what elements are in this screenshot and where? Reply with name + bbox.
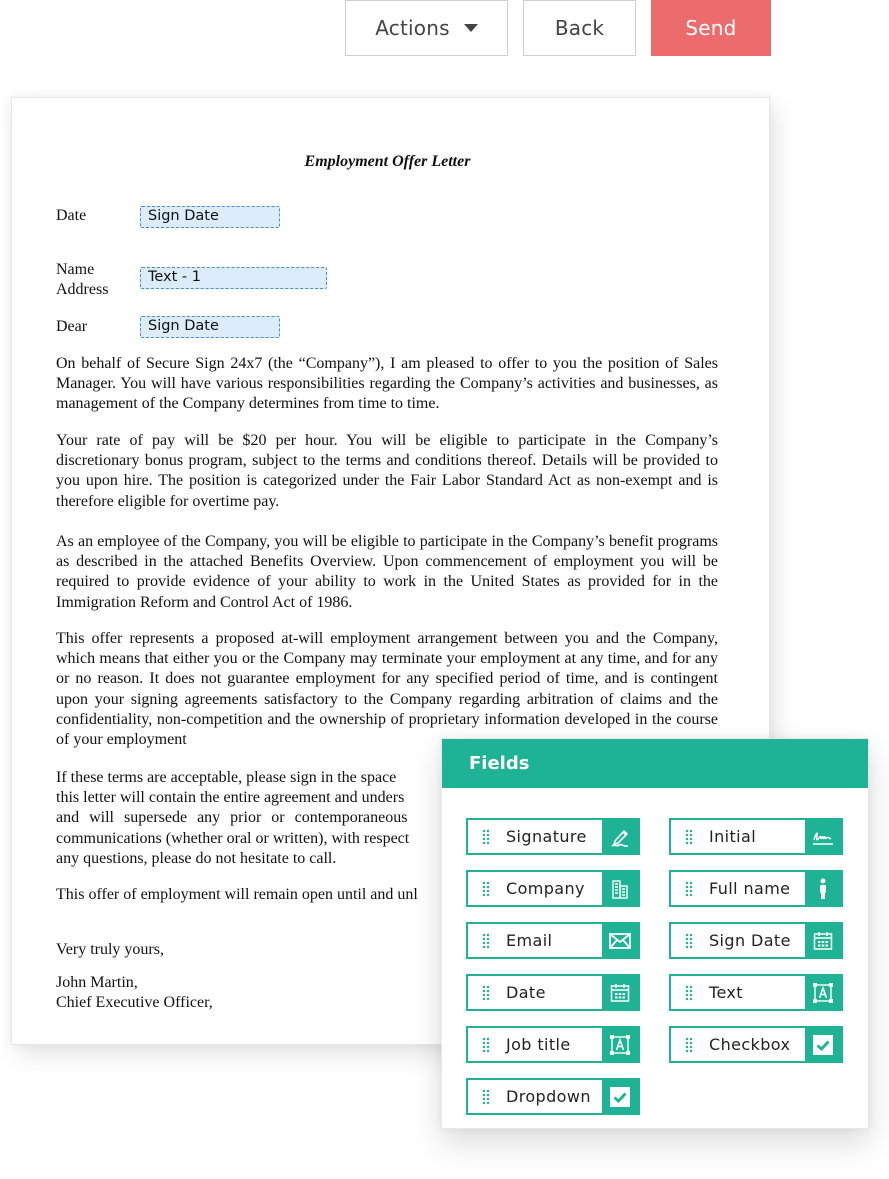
actions-label: Actions: [375, 16, 450, 40]
signer-name: John Martin,: [56, 974, 138, 991]
field-chip-checkbox[interactable]: [669, 1026, 843, 1063]
signer-title: Chief Executive Officer,: [56, 994, 213, 1011]
send-label: Send: [685, 16, 737, 40]
document-title: Employment Offer Letter: [304, 153, 471, 170]
name-label: Name: [56, 261, 95, 278]
drag-handle-icon[interactable]: [671, 924, 707, 957]
placed-field-sign-date-2[interactable]: Sign Date: [140, 316, 280, 338]
pen-signature-icon: [602, 820, 638, 853]
paragraph-3: As an employee of the Company, you will be eligible to participate in the Company’s benefit programs as described in the attached Benefits Overview. Upon commencement of employment you will be required to provide evidence of your ability to work in the United States as provided for in the Immigration Reform and Control Act of 1986.: [56, 533, 718, 611]
closing-text: Very truly yours,: [56, 941, 164, 958]
text-box-icon: [805, 976, 841, 1009]
field-chip-text[interactable]: [669, 974, 843, 1011]
field-chip-label: Initial: [709, 827, 757, 846]
date-label: Date: [56, 207, 87, 224]
paragraph-2: Your rate of pay will be $20 per hour. You will be eligible to participate in the Company’s discretionary bonus program, subject to the terms and conditions thereof. Details will be provided to you upon hire. The position is categorized under the Fair Labor Standard Act as non-exempt and is therefore eligible for overtime pay.: [56, 432, 718, 510]
drag-handle-icon[interactable]: [468, 872, 504, 905]
field-chip-job-title[interactable]: [466, 1026, 640, 1063]
drag-handle-icon[interactable]: [468, 976, 504, 1009]
drag-handle-icon[interactable]: [671, 820, 707, 853]
dear-label: Dear: [56, 318, 88, 335]
field-chip-label: Full name: [709, 879, 791, 898]
field-chip-label: Checkbox: [709, 1035, 791, 1054]
placed-field-sign-date[interactable]: Sign Date: [140, 206, 280, 228]
field-chip-dropdown[interactable]: [466, 1078, 640, 1115]
fields-panel-title: Fields: [469, 753, 530, 774]
checkbox-icon: [805, 1028, 841, 1061]
field-chip-initial[interactable]: [669, 818, 843, 855]
field-chip-full-name[interactable]: [669, 870, 843, 907]
paragraph-4: This offer represents a proposed at-will employment arrangement between you and the Company, which means that either you or the Company may terminate your employment at any time, and for any or no reason. It does not guarantee employment for any specified period of time, and is contingent upon your signing agreements satisfactory to the Company regarding arbitration of claims and the confidentiality, non-competition and the ownership of proprietary information developed in the course of your employment: [56, 630, 718, 749]
field-chip-sign-date[interactable]: [669, 922, 843, 959]
text-box-icon: [602, 1028, 638, 1061]
caret-down-icon: [464, 24, 478, 32]
field-chip-label: Signature: [506, 827, 587, 846]
fields-panel-header: [442, 739, 868, 788]
paragraph-6: This offer of employment will remain open until and unl: [56, 886, 418, 903]
initial-script-icon: [805, 820, 841, 853]
field-chip-label: Sign Date: [709, 931, 791, 950]
field-chip-company[interactable]: [466, 870, 640, 907]
placed-field-text-1[interactable]: Text - 1: [140, 267, 327, 289]
drag-handle-icon[interactable]: [671, 1028, 707, 1061]
fields-panel: [441, 738, 869, 1129]
back-button[interactable]: [523, 0, 636, 56]
building-icon: [602, 872, 638, 905]
field-chip-label: Job title: [506, 1035, 571, 1054]
field-chip-email[interactable]: [466, 922, 640, 959]
field-chip-date[interactable]: [466, 974, 640, 1011]
drag-handle-icon[interactable]: [468, 1028, 504, 1061]
send-button[interactable]: [651, 0, 771, 56]
back-label: Back: [554, 16, 605, 40]
paragraph-1: On behalf of Secure Sign 24x7 (the “Company”), I am pleased to offer to you the position of Sales Manager. You will have various responsibilities regarding the Company’s activities and businesses, as management of the Company determines from time to time.: [56, 355, 718, 413]
calendar-icon: [805, 924, 841, 957]
field-chip-label: Date: [506, 983, 546, 1002]
actions-dropdown-button[interactable]: [345, 0, 508, 56]
drag-handle-icon[interactable]: [468, 924, 504, 957]
drag-handle-icon[interactable]: [671, 872, 707, 905]
calendar-icon: [602, 976, 638, 1009]
drag-handle-icon[interactable]: [468, 1080, 504, 1113]
paragraph-5: If these terms are acceptable, please sign in the space this letter will contain the entire agreement and unders and will supersede any prior or contemporaneous communications (whether oral or written), with respect any questions, please do not hesitate to call.: [56, 769, 410, 867]
drag-handle-icon[interactable]: [671, 976, 707, 1009]
address-label: Address: [56, 281, 109, 298]
field-chip-signature[interactable]: [466, 818, 640, 855]
field-chip-label: Company: [506, 879, 585, 898]
field-chip-label: Email: [506, 931, 553, 950]
envelope-icon: [602, 924, 638, 957]
checkbox-icon: [602, 1080, 638, 1113]
drag-handle-icon[interactable]: [468, 820, 504, 853]
field-chip-label: Text: [709, 983, 743, 1002]
field-chip-label: Dropdown: [506, 1087, 591, 1106]
person-icon: [805, 872, 841, 905]
